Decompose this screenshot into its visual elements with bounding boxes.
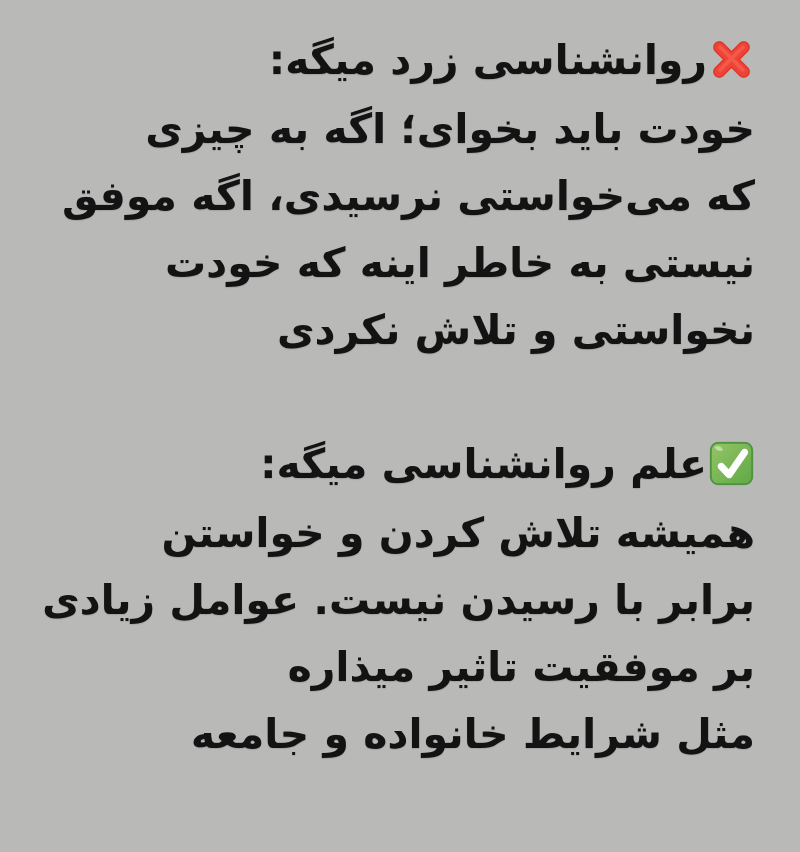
- yellow-psychology-heading: [40, 24, 755, 96]
- science-psychology-block: [40, 428, 755, 768]
- yellow-psychology-block: [40, 24, 755, 364]
- science-psychology-heading-text: علم روانشناسی میگه:: [260, 440, 707, 488]
- body-line: همیشه تلاش کردن و خواستن: [161, 509, 755, 557]
- science-psychology-heading: [40, 428, 755, 500]
- check-mark-icon: [708, 440, 755, 487]
- cross-mark-icon: [708, 36, 755, 83]
- body-line: که می‌خواستی نرسیدی، اگه موفق: [62, 172, 755, 220]
- yellow-psychology-heading-text: روانشناسی زرد میگه:: [268, 36, 707, 84]
- body-line: نخواستی و تلاش نکردی: [276, 306, 755, 354]
- body-line: برابر با رسیدن نیست. عوامل زیادی: [42, 576, 755, 624]
- body-line: نیستی به خاطر اینه که خودت: [164, 239, 755, 287]
- body-line: مثل شرایط خانواده و جامعه: [190, 710, 755, 758]
- body-line: بر موفقیت تاثیر میذاره: [287, 643, 755, 691]
- body-line: خودت باید بخوای؛ اگه به چیزی: [145, 105, 755, 153]
